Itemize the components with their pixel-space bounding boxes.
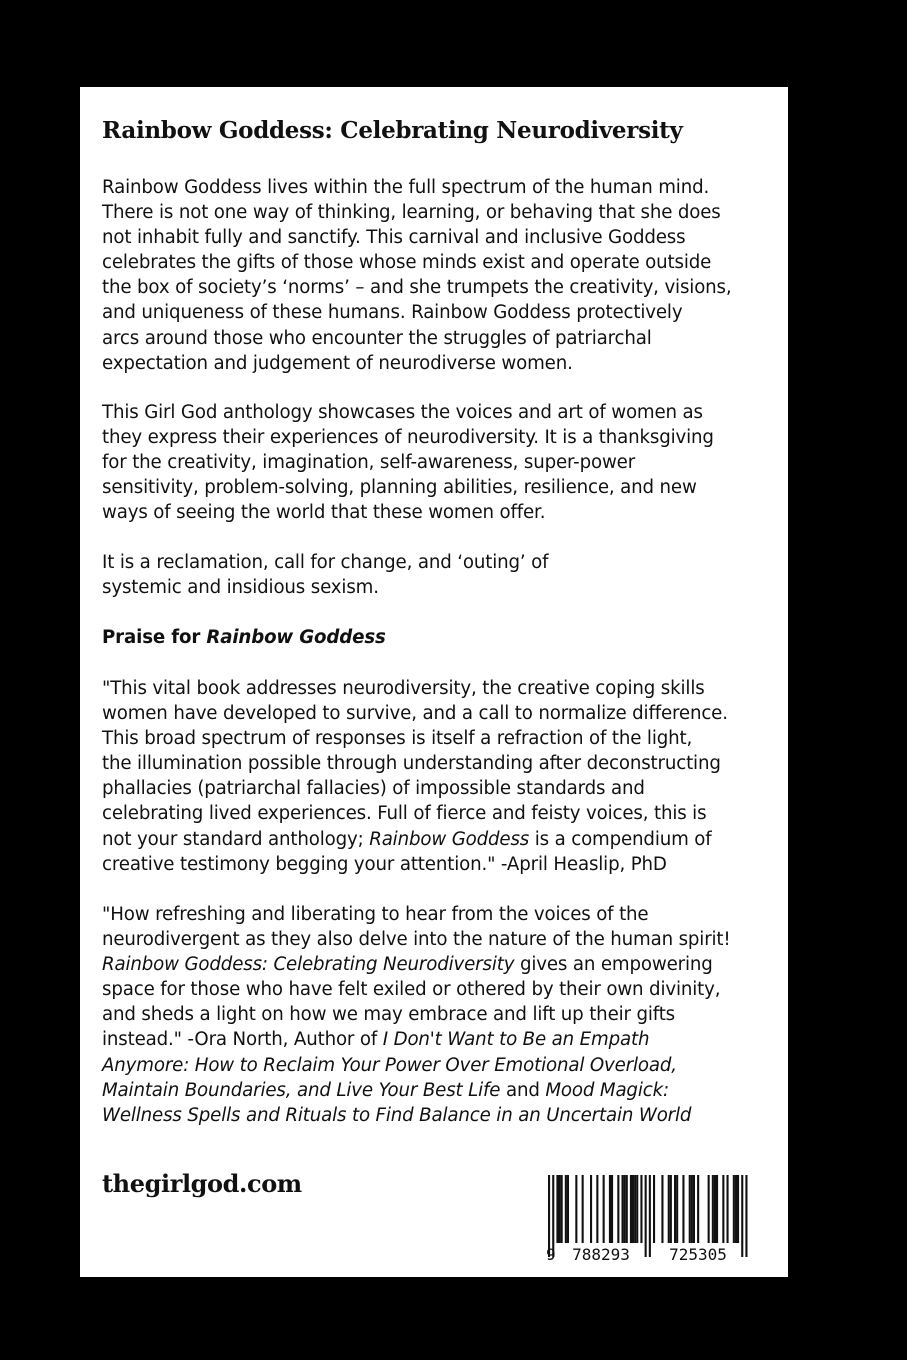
text-line [102,1053,731,1078]
text-run: celebrates the gifts of those whose minds exist and operate outside [102,252,712,274]
italic-text-run: Maintain Boundaries, and Live Your Best Life [102,1079,501,1101]
barcode-bar [716,1175,718,1243]
text-line [102,575,548,600]
barcode-bar [556,1175,558,1243]
text-run: they express their experiences of neurodiversity. It is a thanksgiving [102,427,714,449]
text-line [102,500,714,525]
barcode-bar [611,1175,613,1243]
text-run: Praise for [102,627,207,648]
text-run: expectation and judgement of neurodiverse women. [102,352,573,374]
text-run: instead." -Ora North, Author of [102,1029,383,1051]
barcode-bar [708,1175,710,1243]
text-line [102,1027,731,1052]
text-line [102,300,732,325]
text-run: and sheds a light on how we may embrace and lift up their gifts [102,1004,676,1026]
text-run: neurodivergent as they also delve into the nature of the human spirit! [102,929,731,951]
barcode-bar [624,1175,626,1243]
barcode-bar [634,1175,636,1243]
italic-text-run: Rainbow Goddess: Celebrating Neurodiversity [102,954,515,976]
barcode-bar [630,1175,632,1243]
text-line [102,275,732,300]
text-run: for the creativity, imagination, self-awareness, super-power [102,452,636,474]
text-run: arcs around those who encounter the struggles of patriarchal [102,327,652,349]
text-run: There is not one way of thinking, learning, or behaving that she does [102,202,721,224]
text-line [102,726,728,751]
text-run: celebrating lived experiences. Full of fierce and feisty voices, this is [102,803,707,825]
text-line [102,827,728,852]
italic-text-run: Anymore: How to Reclaim Your Power Over Emotional Overload, [102,1054,677,1076]
barcode-bar [649,1175,651,1257]
text-line [102,425,714,450]
barcode-bar [661,1175,663,1243]
text-line [102,450,714,475]
text-line [102,250,732,275]
barcode-bar [645,1175,647,1257]
praise-quote-1 [102,676,728,877]
text-run: gives an empowering [514,954,713,976]
text-line [102,400,714,425]
barcode-bar [691,1175,693,1243]
text-line [102,175,732,200]
text-line [102,1002,731,1027]
text-run: ways of seeing the world that these women offer. [102,502,546,524]
description-paragraph-2 [102,400,714,525]
description-paragraph-1 [102,175,732,376]
barcode-bar [714,1175,716,1243]
text-line [102,801,728,826]
barcode-bar [565,1175,567,1243]
text-run: and uniqueness of these humans. Rainbow Goddess protectively [102,302,683,324]
text-line [102,475,714,500]
text-run: not inhabit fully and sanctify. This carnival and inclusive Goddess [102,227,686,249]
italic-text-run: Rainbow Goddess [369,828,530,850]
barcode-bar [689,1175,691,1243]
text-line [102,751,728,776]
barcode-bar [693,1175,695,1243]
text-line [102,701,728,726]
barcode-bar [653,1175,655,1243]
website-url: thegirlgod.com [102,1169,302,1198]
text-run: This Girl God anthology showcases the voices and art of women as [102,402,703,423]
text-line [102,927,731,952]
text-run: It is a reclamation, call for change, and ‘outing’ of [102,552,549,573]
barcode-bar [561,1175,563,1243]
text-line [102,952,731,977]
barcode-bar [582,1175,584,1243]
book-title: Rainbow Goddess: Celebrating Neurodiversity [102,117,683,144]
barcode-bar [712,1175,714,1243]
barcode-bar [609,1175,611,1243]
text-run: not your standard anthology; [102,828,370,850]
barcode-bar [590,1175,592,1243]
text-run: the box of society’s ‘norms’ – and she trumpets the creativity, visions, [102,277,732,299]
text-line [102,1078,731,1103]
text-line [102,625,386,650]
text-run: This broad spectrum of responses is itself a refraction of the light, [102,728,693,750]
barcode-bar [596,1175,598,1243]
praise-quote-2 [102,902,731,1128]
italic-text-run: Mood Magick: [545,1079,669,1101]
barcode-bar [603,1175,605,1243]
italic-text-run: Wellness Spells and Rituals to Find Balance in an Uncertain World [102,1104,692,1126]
barcode-bar [567,1175,569,1243]
barcode-bar [674,1175,676,1243]
barcode-leading-digit: 9 [546,1245,556,1263]
barcode-bar [735,1175,737,1243]
barcode-bar [722,1175,724,1243]
text-line [102,550,548,575]
text-line [102,776,728,801]
barcode-bar [670,1175,672,1243]
text-line [102,225,732,250]
text-run: is a compendium of [529,828,712,850]
barcode-bar [727,1175,729,1243]
praise-heading [102,625,386,650]
barcode-bar [622,1175,624,1243]
barcode-bar [632,1175,634,1243]
text-line [102,977,731,1002]
italic-text-run: I Don't Want to Be an Empath [382,1029,650,1051]
text-line [102,1103,731,1128]
barcode-bar [745,1175,747,1257]
italic-text-run: Rainbow Goddess [206,627,386,648]
text-line [102,902,731,927]
text-line [102,351,732,376]
text-line [102,676,728,701]
barcode-bar [668,1175,670,1243]
text-line [102,200,732,225]
text-run: systemic and insidious sexism. [102,577,379,599]
barcode-bar [697,1175,699,1243]
text-run: women have developed to survive, and a call to normalize difference. [102,703,728,725]
text-line [102,326,732,351]
text-run: and [500,1079,546,1101]
isbn-barcode [536,1175,758,1263]
text-run: phallacies (patriarchal fallacies) of impossible standards and [102,778,645,800]
barcode-left-group: 788293 [572,1245,630,1263]
back-cover-panel [80,87,788,1277]
barcode-bar [559,1175,561,1243]
text-run: "How refreshing and liberating to hear from the voices of the [102,904,649,925]
text-run: space for those who have felt exiled or othered by their own divinity, [102,979,721,1001]
barcode-bar [575,1175,577,1243]
barcode-bar [626,1175,628,1243]
barcode-bar [741,1175,743,1257]
barcode-bar [636,1175,638,1243]
barcode-bar [737,1175,739,1243]
barcode-bar [617,1175,619,1243]
barcode-right-group: 725305 [669,1245,727,1263]
text-run: the illumination possible through understanding after deconstructing [102,753,721,775]
barcode-bar [682,1175,684,1243]
text-run: Rainbow Goddess lives within the full spectrum of the human mind. [102,177,710,198]
text-run: sensitivity, problem-solving, planning abilities, resilience, and new [102,477,697,499]
barcode-bar [640,1175,642,1243]
text-line [102,852,728,877]
barcode-bar [676,1175,678,1243]
description-paragraph-3 [102,550,548,600]
text-run: creative testimony begging your attention." -April Heaslip, PhD [102,853,667,875]
text-run: "This vital book addresses neurodiversity, the creative coping skills [102,678,705,699]
barcode-bar [733,1175,735,1243]
